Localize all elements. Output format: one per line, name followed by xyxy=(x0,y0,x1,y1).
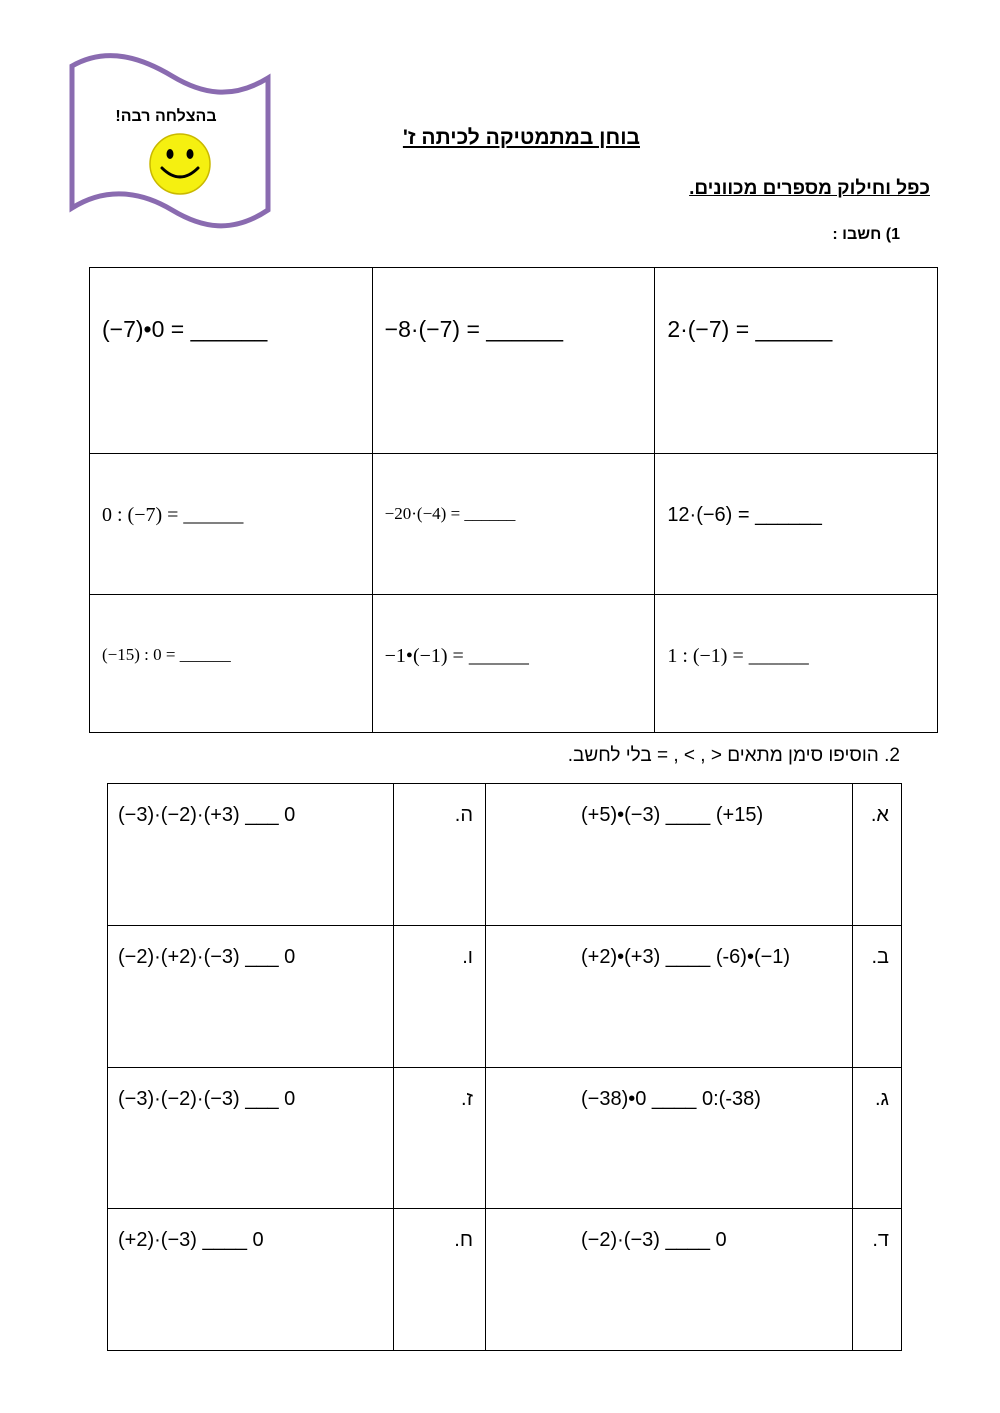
table-cell xyxy=(108,925,394,1067)
table-cell xyxy=(394,784,486,926)
exercise: 1 : (−1) = ______ xyxy=(667,644,809,667)
exercise: (−3)·(−2)·(+3) ___ 0 xyxy=(118,804,296,826)
table-cell xyxy=(655,594,938,732)
table-cell xyxy=(108,1209,394,1351)
exercise: (−2)·(+2)·(−3) ___ 0 xyxy=(118,945,296,968)
exercise: (−7)•0 = ______ xyxy=(102,316,268,342)
table-cell xyxy=(486,784,853,926)
exercise: −1•(−1) = ______ xyxy=(384,644,529,667)
table-cell xyxy=(655,454,938,594)
table-cell xyxy=(486,1209,853,1351)
smiley-icon xyxy=(150,134,210,194)
table-cell xyxy=(486,925,853,1067)
table-row xyxy=(108,925,902,1067)
table-cell xyxy=(853,925,902,1067)
exercise: (+5)•(−3) ____ (+15) xyxy=(581,804,764,826)
question-2-label: 2. הוסיפו סימן מתאים < , > , = בלי לחשב. xyxy=(567,745,900,766)
exercise: 0 : (−7) = ______ xyxy=(102,504,244,527)
item-label: ח. xyxy=(454,1229,473,1252)
table-cell xyxy=(90,454,373,594)
exercise: 12·(−6) = ______ xyxy=(667,504,822,527)
page-title: בוחן במתמטיקה לכיתה ז' xyxy=(402,126,640,149)
item-label: ה. xyxy=(454,804,473,826)
table-cell xyxy=(108,784,394,926)
exercise: (−15) : 0 = ______ xyxy=(102,644,231,664)
question-1-table xyxy=(89,267,938,733)
table-cell xyxy=(372,594,655,732)
table-cell xyxy=(394,1209,486,1351)
table-cell xyxy=(394,925,486,1067)
table-cell xyxy=(372,454,655,594)
question-1-label: 1) חשבו : xyxy=(832,226,900,243)
exercise: −8·(−7) = ______ xyxy=(384,316,564,342)
page-subtitle: כפל וחילוק מספרים מכוונים. xyxy=(689,178,930,199)
table-cell xyxy=(853,1209,902,1351)
table-cell xyxy=(853,1067,902,1209)
table-row xyxy=(90,594,938,732)
item-label: ב. xyxy=(871,945,889,968)
item-label: א. xyxy=(870,804,889,826)
exercise: −20·(−4) = ______ xyxy=(384,504,516,524)
exercise: (−38)•0 ____ 0:(-38) xyxy=(581,1087,761,1110)
table-cell xyxy=(90,594,373,732)
item-label: ו. xyxy=(462,945,473,968)
table-cell xyxy=(394,1067,486,1209)
question-2-table xyxy=(107,783,902,1351)
table-row xyxy=(108,784,902,926)
table-cell xyxy=(655,268,938,454)
flag-text: בהצלחה רבה! xyxy=(115,108,217,125)
item-label: ז. xyxy=(460,1087,473,1110)
table-row xyxy=(108,1209,902,1351)
table-cell xyxy=(853,784,902,926)
table-row xyxy=(90,268,938,454)
table-cell xyxy=(372,268,655,454)
table-cell xyxy=(108,1067,394,1209)
item-label: ג. xyxy=(874,1087,889,1110)
table-cell xyxy=(486,1067,853,1209)
table-cell xyxy=(90,268,373,454)
flag-graphic xyxy=(62,48,278,244)
item-label: ד. xyxy=(872,1229,889,1252)
exercise: (+2)•(+3) ____ (-6)•(−1) xyxy=(581,945,791,968)
exercise: 2·(−7) = ______ xyxy=(667,316,833,342)
table-row xyxy=(90,454,938,594)
exercise: (−3)·(−2)·(−3) ___ 0 xyxy=(118,1087,296,1110)
table-row xyxy=(108,1067,902,1209)
exercise: (−2)·(−3) ____ 0 xyxy=(581,1229,727,1252)
exercise: (+2)·(−3) ____ 0 xyxy=(118,1229,264,1252)
